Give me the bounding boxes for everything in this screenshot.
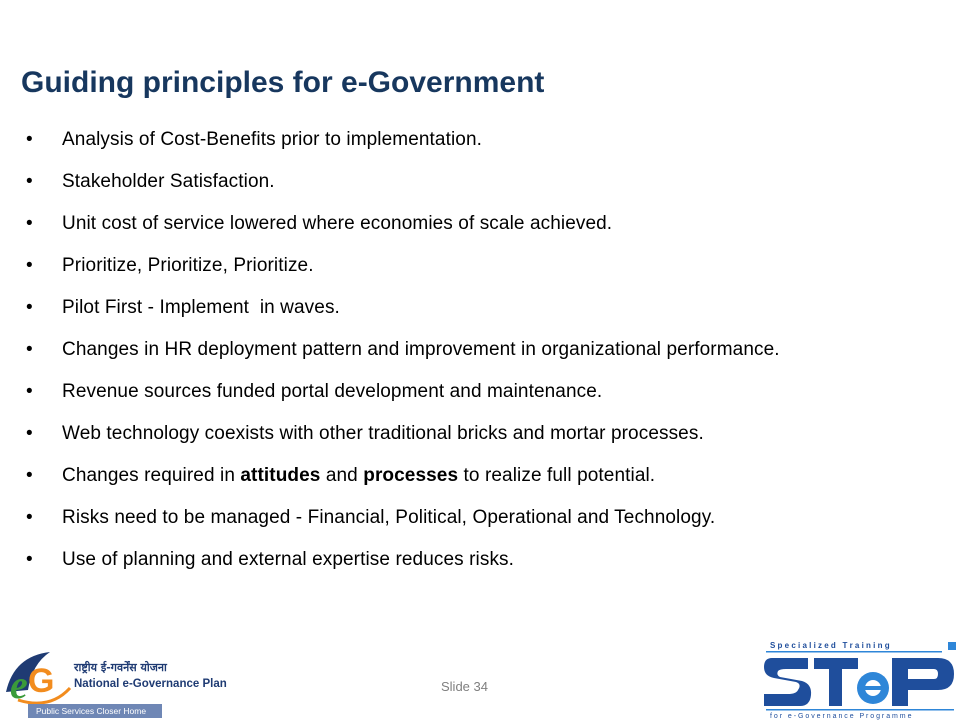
bullet-text: Unit cost of service lowered where economies of scale achieved. [62, 213, 613, 234]
bullet-text: Stakeholder Satisfaction. [62, 171, 275, 192]
bullet-marker: • [26, 213, 33, 234]
bullet-text: Changes in HR deployment pattern and improvement in organizational performance. [62, 339, 780, 360]
bullet-marker: • [26, 381, 33, 402]
bullet-marker: • [26, 255, 33, 276]
step-corner-square [948, 642, 956, 650]
bullet-item [22, 338, 922, 362]
slide-number: Slide 34 [441, 679, 488, 694]
step-bottom-rule [766, 709, 954, 711]
bullet-text: Pilot First - Implement in waves. [62, 297, 340, 318]
egov-name-text: National e-Governance Plan [74, 678, 227, 690]
bullet-item [22, 506, 922, 530]
step-s-letter [764, 658, 811, 706]
bullet-list [22, 128, 922, 590]
step-bottom-text: f o r e - G o v e r n a n c e P r o g r a m m e [770, 713, 912, 720]
bullet-item [22, 548, 922, 572]
bullet-marker: • [26, 465, 33, 486]
bold-term-attitudes: attitudes [240, 465, 321, 486]
bullet-item [22, 170, 922, 194]
step-top-text: S p e c i a l i z e d T r a i n i n g [770, 641, 890, 650]
bullet-item [22, 380, 922, 404]
bullet-item [22, 296, 922, 320]
bullet-marker: • [26, 507, 33, 528]
bullet-text: Revenue sources funded portal development and maintenance. [62, 381, 603, 402]
bullet-item [22, 128, 922, 152]
step-logo [762, 640, 960, 720]
bullet-text [62, 465, 655, 486]
egov-logo [0, 644, 240, 720]
bullet-item [22, 212, 922, 236]
bullet-item [22, 254, 922, 278]
bold-term-processes: processes [363, 465, 459, 486]
slide-title: Guiding principles for e-Government [21, 66, 545, 99]
bullet-marker: • [26, 423, 33, 444]
bullet-text-part: Changes required in [62, 465, 241, 486]
bullet-text: Use of planning and external expertise reduces risks. [62, 549, 515, 570]
bullet-text: Prioritize, Prioritize, Prioritize. [62, 255, 314, 276]
bullet-marker: • [26, 549, 33, 570]
step-top-rule [766, 651, 942, 653]
bullet-marker: • [26, 297, 33, 318]
egov-g-letter: G [28, 662, 55, 700]
bullet-text: Web technology coexists with other traditional bricks and mortar processes. [62, 423, 704, 444]
egov-hindi-text: राष्ट्रीय ई-गवर्नेंस योजना [74, 661, 167, 674]
bullet-marker: • [26, 129, 33, 150]
step-t-letter [814, 658, 858, 706]
bullet-item [22, 464, 922, 488]
bullet-text-part: to realize full potential. [458, 465, 656, 486]
step-p-letter [892, 658, 954, 706]
step-e-bar [865, 686, 887, 690]
bullet-text: Analysis of Cost-Benefits prior to implementation. [62, 129, 483, 150]
bullet-text-part: and [320, 465, 364, 486]
bullet-marker: • [26, 171, 33, 192]
bullet-text: Risks need to be managed - Financial, Political, Operational and Technology. [62, 507, 716, 528]
bullet-item [22, 422, 922, 446]
bullet-marker: • [26, 339, 33, 360]
egov-e-letter: e [10, 662, 28, 707]
egov-tagline-text: Public Services Closer Home [36, 706, 147, 716]
